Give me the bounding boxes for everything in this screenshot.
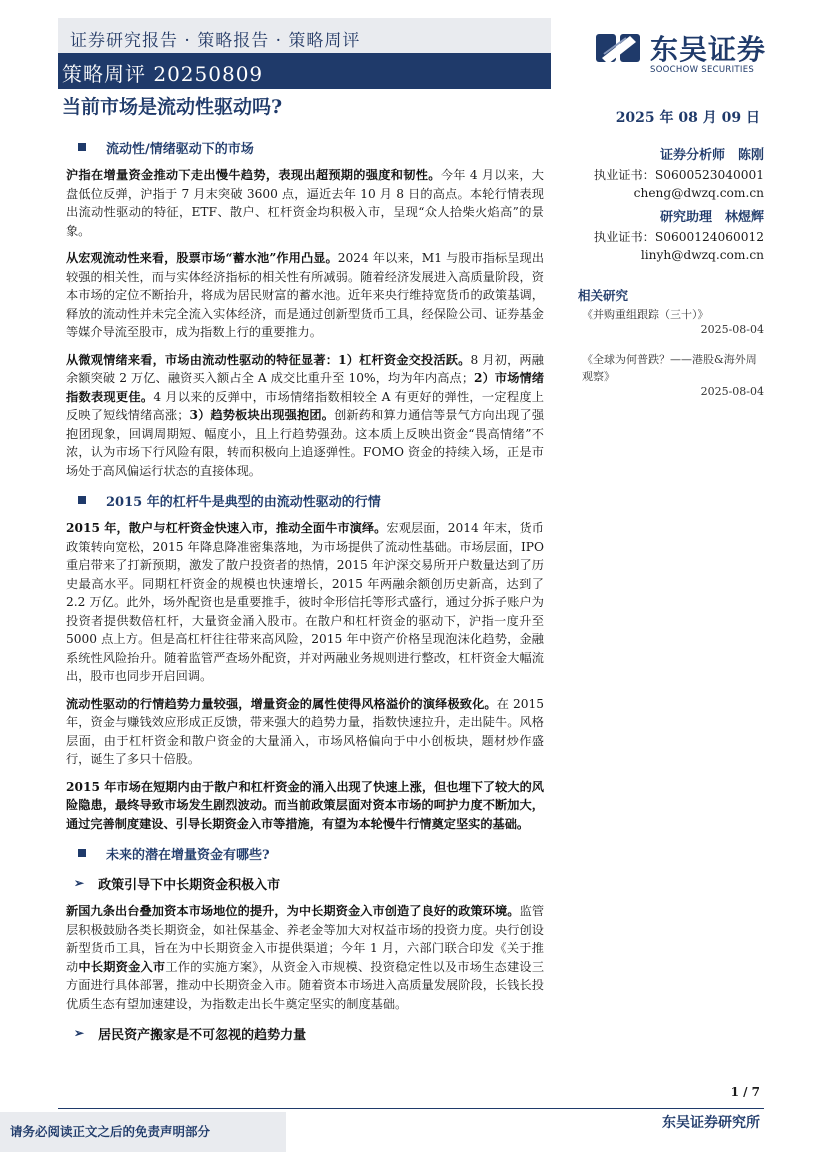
company-logo (596, 28, 766, 78)
page-number: 1 / 7 (730, 1085, 760, 1099)
section-heading: 2015 年的杠杆牛是典型的由流动性驱动的行情 (66, 489, 544, 511)
subsection-heading: ➢ 政策引导下中长期资金积极入市 (74, 876, 281, 893)
paragraph: 从微观情绪来看，市场由流动性驱动的特征显著：1）杠杆资金交投活跃。8 月初，两融余额突破 2 万亿、融资买入额占全 A 成交比重升至 10%，均为年内高点；2）市场情绪指数表现更佳。4 月以来的反弹中，市场情绪指数相较全 A 有更好的弹性，一定程度上反映了短线情绪高涨；3）趋势板块出现强抱团。创新药和算力通信等景气方向出现了强抱团现象，回调周期短、幅度小，且上行趋势强劲。这本质上反映出资金“畏高情绪”不浓，认为市场下行风险有限，转而积极向上追逐弹性。FOMO 资金的持续入场，正是市场处于高风偏运行状态的直接体现。 (66, 352, 545, 478)
analyst-role: 研究助理 林煜辉 (659, 210, 764, 225)
logo-name: 东吴证券 (650, 33, 767, 66)
paragraph: 2015 年，散户与杠杆资金快速入市，推动全面牛市演绎。宏观层面，2014 年末，货币政策转向宽松，2015 年降息降准密集落地，为市场提供了流动性基础。市场层面，IPO 重启带来了打新预期，激发了散户投资者的热情，2015 年沪深交易所开户数量达到了历史最高水平。同期杠杆资金的规模也快速增长，2015 年两融余额创历史新高，达到了 2.2 万亿。此外，场外配资也是重要推手，彼时伞形信托等形式盛行，通过分拆子账户为投资者提供数倍杠杆，大量资金涌入股市。在散户和杠杆资金的驱动下，沪指一度升至 5000 点上方。但是高杠杆往往带来高风险，2015 年中资产价格呈现泡沫化趋势，金融系统性风险抬升。随着监管严查场外配资，并对两融业务规则进行整改，杠杆资金大幅流出，股市也同步开启回调。 (66, 521, 544, 683)
page-title: 当前市场是流动性驱动吗? (62, 96, 283, 118)
analyst-email[interactable]: linyh@dwzq.com.cn (640, 248, 764, 262)
paragraph: 新国九条出台叠加资本市场地位的提升，为中长期资金入市创造了良好的政策环境。监管层积极鼓励各类长期资金，如社保基金、养老金等加大对权益市场的投资力度。央行创设新型货币工具，旨在为中长期资金入市提供渠道；今年 1 月，六部门联合印发《关于推动中长期资金入市工作的实施方案》，从资金入市规模、投资稳定性以及市场生态建设三方面进行具体部署，推动中长期资金入市。随着资本市场进入高质量发展阶段，长钱长投优质生态有望加速建设，为指数走出长牛奠定坚实的制度基础。 (66, 904, 545, 1011)
footer-divider (58, 1108, 764, 1109)
analyst-email[interactable]: cheng@dwzq.com.cn (633, 186, 764, 200)
analyst-cert: 执业证书：S0600523040001 (593, 168, 764, 182)
paragraph: 从宏观流动性来看，股票市场“蓄水池”作用凸显。2024 年以来，M1 与股市指标呈现出较强的相关性，而与实体经济指标的相关性有所减弱。随着经济发展进入高质量阶段，资本市场的定位不断抬升，将成为居民财富的蓄水池。近年来央行维持宽货币的政策基调，释放的流动性并未完全流入实体经济，而是通过创新型货币工具，经保险公司、证券基金等媒介导流至股市，成为指数上行的重要推力。 (66, 251, 545, 339)
disclaimer-text: 请务必阅读正文之后的免责声明部分 (10, 1124, 211, 1139)
related-title: 相关研究 (578, 288, 629, 303)
square-bullet-icon (78, 143, 86, 151)
paragraph: 沪指在增量资金推动下走出慢牛趋势，表现出超预期的强度和韧性。今年 4 月以来，大盘低位反弹，沪指于 7 月末突破 3600 点，逼近去年 10 月 8 日的高点。本轮行情表现出流动性驱动的特征，ETF、散户、杠杆资金均积极入市，呈现“众人拾柴火焰高”的景象。 (66, 168, 544, 238)
subsection-heading: ➢ 居民资产搬家是不可忽视的趋势力量 (74, 1026, 307, 1043)
report-date: 2025 年 08 月 09 日 (615, 110, 760, 126)
report-series: 策略周评 20250809 (62, 62, 264, 86)
institute-name: 东吴证券研究所 (662, 1115, 760, 1131)
square-bullet-icon (78, 849, 86, 857)
arrow-bullet-icon: ➢ (74, 1026, 85, 1040)
paragraph: 流动性驱动的行情趋势力量较强，增量资金的属性使得风格溢价的演绎极致化。在 2015 年，资金与赚钱效应形成正反馈，带来强大的趋势力量，指数快速拉升，走出陡牛。风格层面，由于杠杆资金和散户资金的大量涌入，市场风格偏向于中小创板块，题材炒作盛行，诞生了多只十倍股。 (66, 696, 545, 766)
logo-english: SOOCHOW SECURITIES (650, 65, 755, 75)
related-date: 2025-08-04 (700, 323, 764, 336)
sidebar (578, 144, 764, 413)
analyst-cert: 执业证书：S0600124060012 (593, 230, 764, 244)
section-heading: 流动性/情绪驱动下的市场 (66, 136, 544, 158)
arrow-bullet-icon: ➢ (74, 876, 85, 890)
main-content (66, 136, 544, 1052)
related-item[interactable]: 《全球为何普跌？——港股&海外周观察》 (582, 353, 757, 383)
related-item[interactable]: 《并购重组跟踪（三十）》 (582, 308, 709, 321)
logo-mark-icon (596, 28, 642, 68)
related-date: 2025-08-04 (700, 385, 764, 398)
analyst-role: 证券分析师 陈刚 (659, 148, 764, 163)
square-bullet-icon (78, 496, 86, 504)
report-category: 证券研究报告 · 策略报告 · 策略周评 (70, 31, 361, 51)
section-heading: 未来的潜在增量资金有哪些? (66, 842, 544, 864)
paragraph: 2015 年市场在短期内由于散户和杠杆资金的涌入出现了快速上涨，但也埋下了较大的风险隐患，最终导致市场发生剧烈波动。而当前政策层面对资本市场的呵护力度不断加大，通过完善制度建设、引导长期资金入市等措施，有望为本轮慢牛行情奠定坚实的基础。 (66, 779, 544, 831)
